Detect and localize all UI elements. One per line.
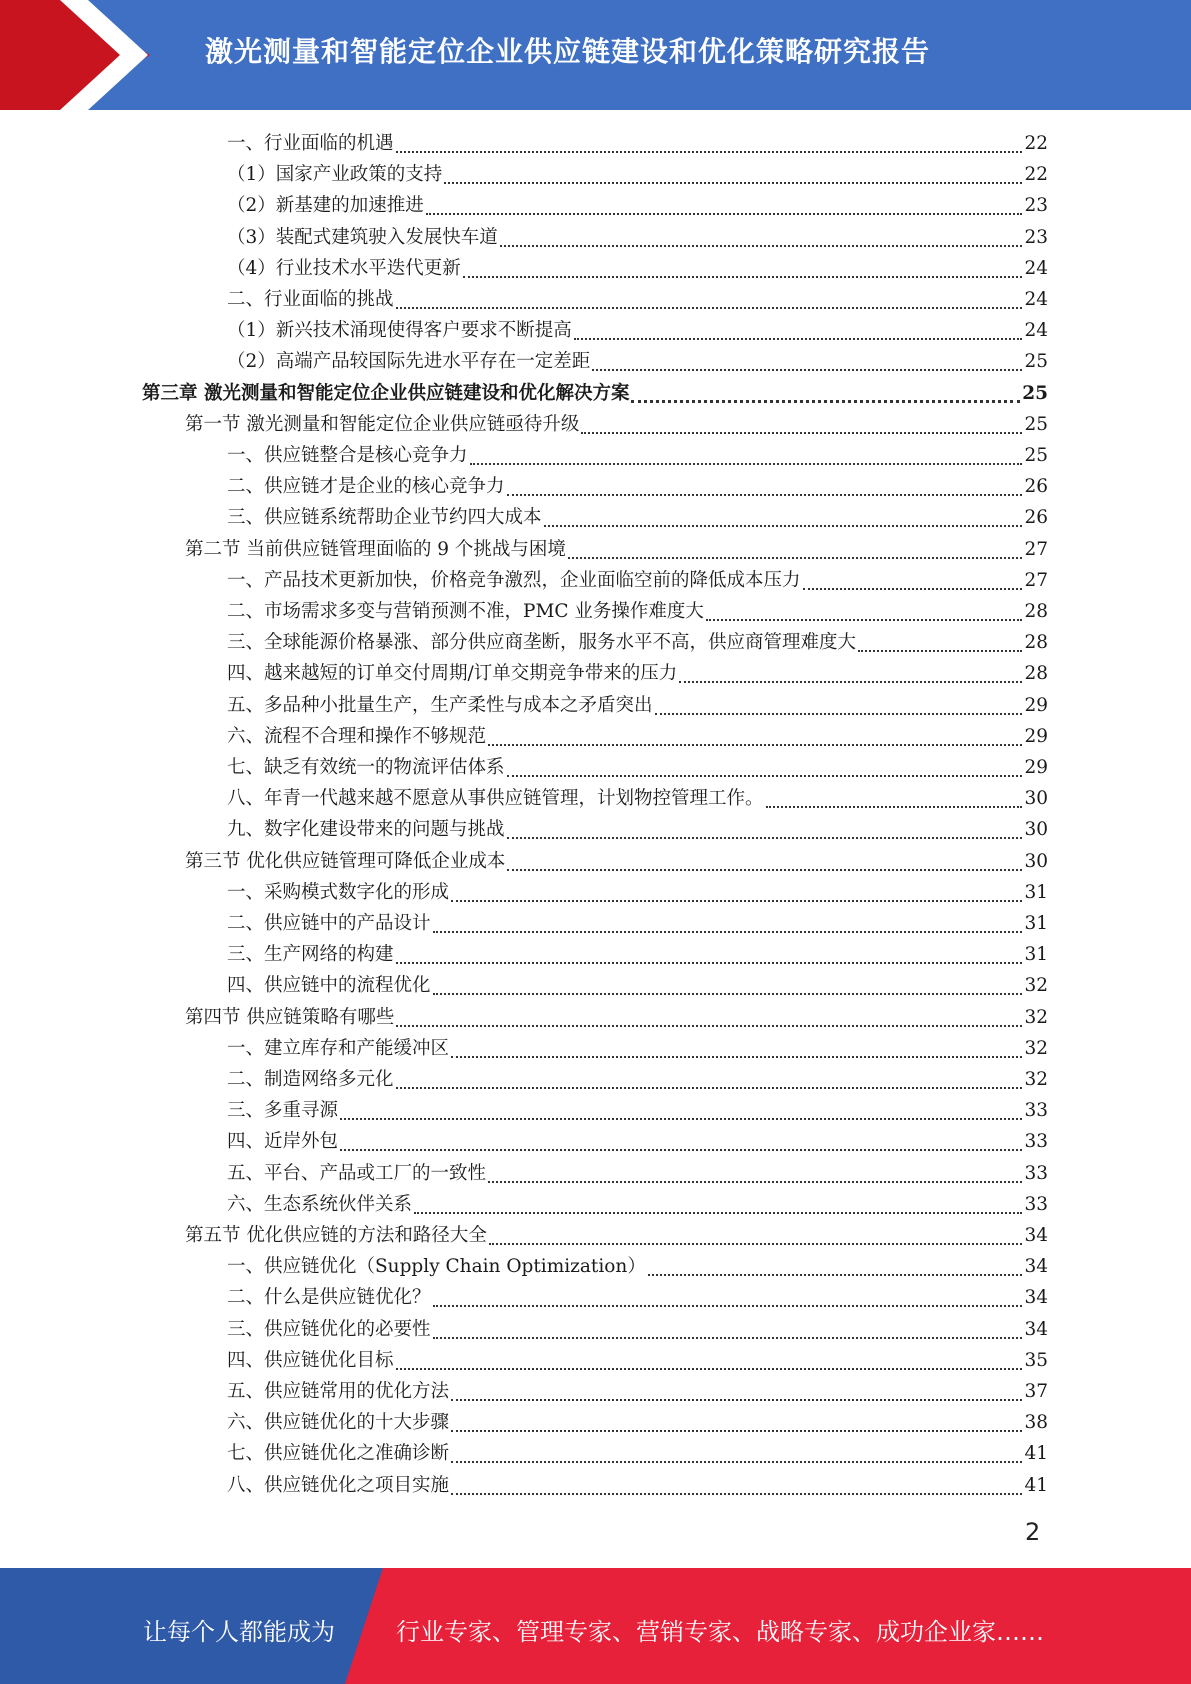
toc-entry-page: 32 xyxy=(1024,1069,1048,1090)
toc-dot-leader xyxy=(766,782,1023,808)
toc-entry-page: 27 xyxy=(1024,569,1048,591)
toc-entry-title: 一、供应链整合是核心竞争力 xyxy=(227,445,468,466)
toc-entry-title: （2）新基建的加速推进 xyxy=(227,195,424,217)
toc-dot-leader xyxy=(396,283,1023,309)
toc-dot-leader xyxy=(507,845,1022,871)
toc-entry[interactable] xyxy=(227,1158,1048,1189)
toc-dot-leader xyxy=(433,907,1023,933)
toc-entry[interactable] xyxy=(185,1002,1048,1033)
toc-dot-leader xyxy=(451,1437,1022,1463)
toc-entry-title: 二、制造网络多元化 xyxy=(227,1069,394,1090)
toc-entry-title: 五、供应链常用的优化方法 xyxy=(227,1381,450,1402)
toc-entry-page: 28 xyxy=(1024,632,1048,654)
toc-entry-page: 30 xyxy=(1024,788,1048,810)
toc-entry-title: 一、行业面临的机遇 xyxy=(227,133,394,154)
toc-entry[interactable] xyxy=(227,596,1048,627)
toc-entry-page: 28 xyxy=(1024,601,1048,622)
page-number: 2 xyxy=(1025,1518,1041,1546)
toc-entry-title: 四、越来越短的订单交付周期/订单交期竞争带来的压力 xyxy=(227,663,678,685)
toc-entry-page: 29 xyxy=(1024,694,1048,716)
toc-dot-leader xyxy=(488,720,1022,746)
toc-dot-leader xyxy=(581,408,1022,434)
toc-entry-title: 六、生态系统伙伴关系 xyxy=(227,1193,413,1215)
toc-entry-page: 29 xyxy=(1024,757,1048,778)
toc-entry-title: 第二节 当前供应链管理面临的 9 个挑战与困境 xyxy=(185,538,566,560)
toc-entry-title: 二、市场需求多变与营销预测不准，PMC 业务操作难度大 xyxy=(227,601,704,622)
toc-entry-title: 四、供应链中的流程优化 xyxy=(227,975,431,997)
toc-entry[interactable] xyxy=(227,440,1048,471)
toc-dot-leader xyxy=(803,564,1023,590)
toc-entry-page: 32 xyxy=(1024,1006,1048,1028)
toc-entry-title: 三、多重寻源 xyxy=(227,1100,339,1122)
toc-entry[interactable] xyxy=(227,721,1048,752)
toc-entry-title: 第三章 激光测量和智能定位企业供应链建设和优化解决方案 xyxy=(142,382,630,404)
toc-entry[interactable] xyxy=(227,627,1048,658)
toc-entry-title: 八、供应链优化之项目实施 xyxy=(227,1474,450,1496)
toc-entry-title: 六、流程不合理和操作不够规范 xyxy=(227,725,487,747)
toc-entry[interactable] xyxy=(227,159,1048,190)
toc-dot-leader xyxy=(507,751,1023,777)
toc-entry-page: 22 xyxy=(1024,133,1048,154)
toc-entry-page: 24 xyxy=(1024,320,1048,342)
toc-dot-leader xyxy=(648,1250,1023,1276)
toc-entry[interactable] xyxy=(227,565,1048,596)
toc-entry[interactable] xyxy=(227,970,1048,1001)
toc-entry-title: 八、年青一代越来越不愿意从事供应链管理，计划物控管理工作。 xyxy=(227,788,764,810)
toc-entry[interactable] xyxy=(227,284,1048,315)
toc-dot-leader xyxy=(568,533,1023,559)
toc-entry-page: 34 xyxy=(1024,1318,1048,1340)
toc-entry[interactable] xyxy=(227,315,1048,346)
toc-dot-leader xyxy=(433,1281,1023,1307)
toc-dot-leader xyxy=(426,189,1023,215)
toc-entry[interactable] xyxy=(185,534,1048,565)
toc-entry-title: 第五节 优化供应链的方法和路径大全 xyxy=(185,1225,487,1246)
toc-entry[interactable] xyxy=(227,814,1048,845)
toc-dot-leader xyxy=(488,1157,1022,1183)
toc-entry[interactable] xyxy=(227,1064,1048,1095)
toc-entry-page: 25 xyxy=(1024,445,1048,466)
toc-entry-page: 33 xyxy=(1024,1162,1048,1184)
toc-entry[interactable] xyxy=(227,939,1048,970)
toc-dot-leader xyxy=(489,1219,1023,1245)
toc-entry-title: 二、行业面临的挑战 xyxy=(227,289,394,310)
toc-entry[interactable] xyxy=(227,690,1048,721)
toc-entry-title: 九、数字化建设带来的问题与挑战 xyxy=(227,819,505,841)
toc-entry[interactable] xyxy=(227,908,1048,939)
toc-entry[interactable] xyxy=(227,1314,1048,1345)
toc-entry-page: 24 xyxy=(1024,257,1048,279)
toc-entry-title: （3）装配式建筑驶入发展快车道 xyxy=(227,226,498,248)
report-title: 激光测量和智能定位企业供应链建设和优化策略研究报告 xyxy=(205,35,931,68)
toc-entry-title: 三、全球能源价格暴涨、部分供应商垄断，服务水平不高，供应商管理难度大 xyxy=(227,632,857,654)
toc-dot-leader xyxy=(396,938,1023,964)
toc-entry-title: 七、供应链优化之准确诊断 xyxy=(227,1443,450,1465)
toc-entry[interactable] xyxy=(142,378,1048,409)
toc-dot-leader xyxy=(706,595,1023,621)
toc-entry-page: 30 xyxy=(1024,850,1048,872)
toc-dot-leader xyxy=(507,470,1023,496)
toc-entry-title: 七、缺乏有效统一的物流评估体系 xyxy=(227,757,505,778)
toc-dot-leader xyxy=(433,969,1023,995)
toc-entry-title: 一、建立库存和产能缓冲区 xyxy=(227,1037,450,1059)
toc-entry-page: 32 xyxy=(1024,975,1048,997)
toc-dot-leader xyxy=(592,345,1022,371)
toc-entry[interactable] xyxy=(227,346,1048,377)
toc-entry-page: 23 xyxy=(1024,226,1048,248)
toc-entry-title: 四、近岸外包 xyxy=(227,1131,339,1153)
toc-entry[interactable] xyxy=(227,1345,1048,1376)
toc-entry-page: 37 xyxy=(1024,1381,1048,1402)
toc-dot-leader xyxy=(463,252,1023,278)
toc-entry-title: 一、采购模式数字化的形成 xyxy=(227,881,450,903)
toc-dot-leader xyxy=(433,1313,1023,1339)
toc-entry-page: 41 xyxy=(1024,1474,1048,1496)
toc-dot-leader xyxy=(679,657,1022,683)
toc-entry-title: （1）新兴技术涌现使得客户要求不断提高 xyxy=(227,320,572,342)
toc-entry[interactable] xyxy=(227,783,1048,814)
toc-entry-title: （4）行业技术水平迭代更新 xyxy=(227,257,461,279)
footer-slogan-left: 让每个人都能成为 xyxy=(143,1618,335,1646)
toc-entry-title: 六、供应链优化的十大步骤 xyxy=(227,1412,450,1434)
toc-entry[interactable] xyxy=(185,409,1048,440)
toc-dot-leader xyxy=(451,1406,1022,1432)
toc-entry-title: 第四节 供应链策略有哪些 xyxy=(185,1006,395,1028)
toc-dot-leader xyxy=(396,1344,1023,1370)
toc-entry[interactable] xyxy=(227,222,1048,253)
toc-entry[interactable] xyxy=(227,1470,1048,1501)
toc-entry-page: 29 xyxy=(1024,725,1048,747)
toc-entry-page: 34 xyxy=(1024,1225,1048,1246)
toc-dot-leader xyxy=(655,689,1023,715)
toc-entry-page: 23 xyxy=(1024,195,1048,217)
toc-entry-title: 一、供应链优化（Supply Chain Optimization） xyxy=(227,1256,646,1278)
toc-dot-leader xyxy=(631,376,1020,403)
toc-entry[interactable] xyxy=(227,658,1048,689)
toc-entry[interactable] xyxy=(227,471,1048,502)
toc-entry-title: （1）国家产业政策的支持 xyxy=(227,164,443,186)
toc-dot-leader xyxy=(396,1063,1023,1089)
toc-entry-page: 26 xyxy=(1024,507,1048,529)
toc-entry-title: 二、供应链才是企业的核心竞争力 xyxy=(227,476,505,498)
toc-dot-leader xyxy=(544,501,1023,527)
toc-entry-title: 三、生产网络的构建 xyxy=(227,944,394,966)
toc-entry-page: 25 xyxy=(1022,382,1048,404)
toc-entry-title: （2）高端产品较国际先进水平存在一定差距 xyxy=(227,351,591,373)
toc-entry-title: 三、供应链优化的必要性 xyxy=(227,1318,431,1340)
toc-entry[interactable] xyxy=(227,1376,1048,1407)
toc-entry-page: 22 xyxy=(1024,164,1048,186)
toc-entry-page: 26 xyxy=(1024,476,1048,498)
toc-entry-page: 35 xyxy=(1024,1349,1048,1371)
toc-entry-page: 32 xyxy=(1024,1037,1048,1059)
toc-entry[interactable] xyxy=(227,877,1048,908)
toc-entry-title: 二、什么是供应链优化？ xyxy=(227,1287,431,1309)
toc-entry-page: 28 xyxy=(1024,663,1048,685)
toc-dot-leader xyxy=(500,221,1023,247)
toc-dot-leader xyxy=(451,1469,1022,1495)
toc-entry[interactable] xyxy=(227,253,1048,284)
toc-entry-page: 33 xyxy=(1024,1193,1048,1215)
toc-entry-page: 31 xyxy=(1024,913,1048,934)
toc-entry[interactable] xyxy=(227,1438,1048,1469)
toc-entry[interactable] xyxy=(227,1033,1048,1064)
toc-entry-page: 25 xyxy=(1024,351,1048,373)
toc-dot-leader xyxy=(451,1375,1022,1401)
toc-dot-leader xyxy=(396,127,1023,153)
toc-entry-page: 34 xyxy=(1024,1256,1048,1278)
page-footer xyxy=(0,1568,1191,1684)
toc-entry-page: 34 xyxy=(1024,1287,1048,1309)
toc-entry-title: 三、供应链系统帮助企业节约四大成本 xyxy=(227,507,542,529)
toc-entry[interactable] xyxy=(227,1251,1048,1282)
toc-dot-leader xyxy=(451,876,1022,902)
toc-entry-title: 五、平台、产品或工厂的一致性 xyxy=(227,1162,487,1184)
toc-entry[interactable] xyxy=(227,1095,1048,1126)
toc-entry-page: 33 xyxy=(1024,1100,1048,1122)
toc-entry-page: 24 xyxy=(1024,289,1048,310)
toc-entry[interactable] xyxy=(227,1189,1048,1220)
toc-entry-page: 25 xyxy=(1024,413,1048,435)
toc-entry[interactable] xyxy=(185,1220,1048,1251)
toc-dot-leader xyxy=(507,813,1023,839)
toc-entry[interactable] xyxy=(227,502,1048,533)
toc-entry[interactable] xyxy=(227,128,1048,159)
toc-dot-leader xyxy=(414,1188,1022,1214)
toc-entry[interactable] xyxy=(185,846,1048,877)
toc-dot-leader xyxy=(451,1032,1022,1058)
toc-entry[interactable] xyxy=(227,752,1048,783)
toc-entry[interactable] xyxy=(227,190,1048,221)
toc-entry-page: 30 xyxy=(1024,819,1048,841)
toc-dot-leader xyxy=(396,1001,1022,1027)
toc-dot-leader xyxy=(340,1125,1022,1151)
toc-entry-page: 33 xyxy=(1024,1131,1048,1153)
toc-entry-page: 38 xyxy=(1024,1412,1048,1434)
toc-entry-title: 第一节 激光测量和智能定位企业供应链亟待升级 xyxy=(185,413,580,435)
toc-entry-title: 一、产品技术更新加快，价格竞争激烈，企业面临空前的降低成本压力 xyxy=(227,569,801,591)
toc-dot-leader xyxy=(858,626,1022,652)
toc-dot-leader xyxy=(340,1094,1022,1120)
toc-entry-page: 41 xyxy=(1024,1443,1048,1465)
page-header xyxy=(0,0,1191,110)
toc-entry-page: 31 xyxy=(1024,881,1048,903)
toc-dot-leader xyxy=(444,158,1022,184)
toc-entry-title: 第三节 优化供应链管理可降低企业成本 xyxy=(185,850,506,872)
toc-entry-title: 二、供应链中的产品设计 xyxy=(227,913,431,934)
toc-entry[interactable] xyxy=(227,1282,1048,1313)
footer-slogan-right: 行业专家、管理专家、营销专家、战略专家、成功企业家…… xyxy=(396,1618,1044,1646)
toc-entry-page: 31 xyxy=(1024,944,1048,966)
toc-dot-leader xyxy=(470,439,1023,465)
toc-entry-title: 五、多品种小批量生产，生产柔性与成本之矛盾突出 xyxy=(227,694,653,716)
toc-entry-page: 27 xyxy=(1024,538,1048,560)
toc-entry[interactable] xyxy=(227,1126,1048,1157)
toc-entry[interactable] xyxy=(227,1407,1048,1438)
toc-dot-leader xyxy=(574,314,1023,340)
toc-entry-title: 四、供应链优化目标 xyxy=(227,1349,394,1371)
